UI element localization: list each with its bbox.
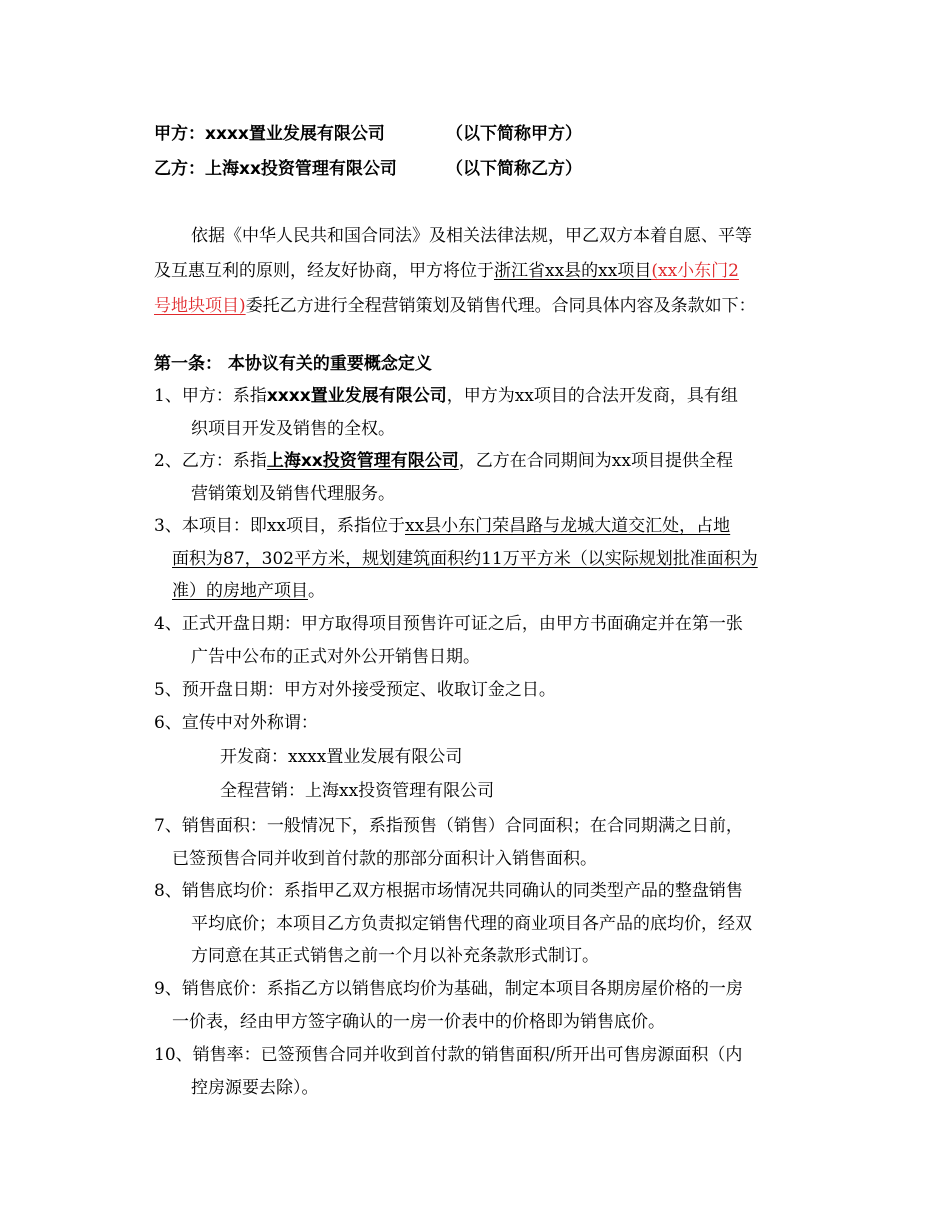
item-1-cont: 织项目开发及销售的全权。 xyxy=(191,419,395,439)
party-a-short: （以下简称甲方） xyxy=(446,124,582,144)
party-a-label: 甲方： xyxy=(154,124,205,144)
item-1-text-2: ，甲方为xx项目的合法开发商，具有组 xyxy=(446,386,738,406)
item-2-cont: 营销策划及销售代理服务。 xyxy=(191,484,395,504)
item-3-period: 。 xyxy=(308,581,325,601)
item-3-line-3 xyxy=(172,583,325,600)
party-a-line xyxy=(154,126,385,143)
item-8: 8、销售底均价：系指甲乙双方根据市场情况共同确认的同类型产品的整盘销售 xyxy=(154,881,743,901)
item-5: 5、预开盘日期：甲方对外接受预定、收取订金之日。 xyxy=(154,680,556,700)
item-9: 9、销售底价：系指乙方以销售底均价为基础，制定本项目各期房屋价格的一房 xyxy=(154,979,743,999)
item-10: 10、销售率：已签预售合同并收到首付款的销售面积/所开出可售房源面积（内 xyxy=(154,1045,743,1065)
intro-line-2 xyxy=(154,263,739,280)
item-2-text-2: ，乙方在合同期间为xx项目提供全程 xyxy=(458,451,733,471)
item-3-text: 3、本项目：即xx项目，系指位于 xyxy=(154,516,405,536)
item-1-text: 1、甲方：系指 xyxy=(154,386,267,406)
item-6-marketing: 全程营销：上海xx投资管理有限公司 xyxy=(220,781,495,801)
intro-project-location: 浙江省xx县的xx项目 xyxy=(494,261,652,281)
item-6-developer: 开发商：xxxx置业发展有限公司 xyxy=(220,747,463,767)
intro-project-plot-cont: 号地块项目) xyxy=(154,296,246,316)
intro-project-plot: (xx小东门2 xyxy=(651,261,739,281)
item-1-party-name: xxxx置业发展有限公司 xyxy=(266,386,447,406)
item-8-line-2: 平均底价；本项目乙方负责拟定销售代理的商业项目各产品的底均价，经双 xyxy=(191,914,752,934)
party-b-name: 上海xx投资管理有限公司 xyxy=(205,159,397,179)
intro-line-1: 依据《中华人民共和国合同法》及相关法律法规，甲乙双方本着自愿、平等 xyxy=(191,226,752,246)
item-2 xyxy=(154,453,733,470)
party-b-label: 乙方： xyxy=(154,159,205,179)
party-b-line xyxy=(154,161,397,178)
item-2-text: 2、乙方：系指 xyxy=(154,451,267,471)
item-1 xyxy=(154,388,738,405)
intro-text: 及互惠互利的原则，经友好协商，甲方将位于 xyxy=(154,261,494,281)
intro-text-cont: 委托乙方进行全程营销策划及销售代理。合同具体内容及条款如下： xyxy=(245,296,756,316)
item-9-cont: 一价表，经由甲方签字确认的一房一价表中的价格即为销售底价。 xyxy=(172,1012,665,1032)
item-6: 6、宣传中对外称谓： xyxy=(154,713,318,733)
item-8-line-3: 方同意在其正式销售之前一个月以补充条款形式制订。 xyxy=(191,946,599,966)
item-3-line-2: 面积为87，302平方米，规划建筑面积约11万平方米（以实际规划批准面积为 xyxy=(172,549,758,569)
item-10-cont: 控房源要去除）。 xyxy=(191,1078,319,1098)
item-7-cont: 已签预售合同并收到首付款的那部分面积计入销售面积。 xyxy=(172,849,597,869)
item-7: 7、销售面积：一般情况下，系指预售（销售）合同面积；在合同期满之日前， xyxy=(154,816,743,836)
intro-line-3 xyxy=(154,298,756,315)
article-1-title: 第一条： 本协议有关的重要概念定义 xyxy=(154,354,432,374)
party-a-name: xxxx置业发展有限公司 xyxy=(205,124,385,144)
item-3-location: xx县小东门荣昌路与龙城大道交汇处，占地 xyxy=(405,516,731,536)
party-b-short: （以下简称乙方） xyxy=(446,159,582,179)
item-4: 4、正式开盘日期：甲方取得项目预售许可证之后，由甲方书面确定并在第一张 xyxy=(154,614,743,634)
item-4-cont: 广告中公布的正式对外公开销售日期。 xyxy=(191,647,480,667)
item-2-party-name: 上海xx投资管理有限公司 xyxy=(266,451,459,471)
item-3-location-end: 准）的房地产项目 xyxy=(172,581,308,601)
item-3 xyxy=(154,518,730,535)
